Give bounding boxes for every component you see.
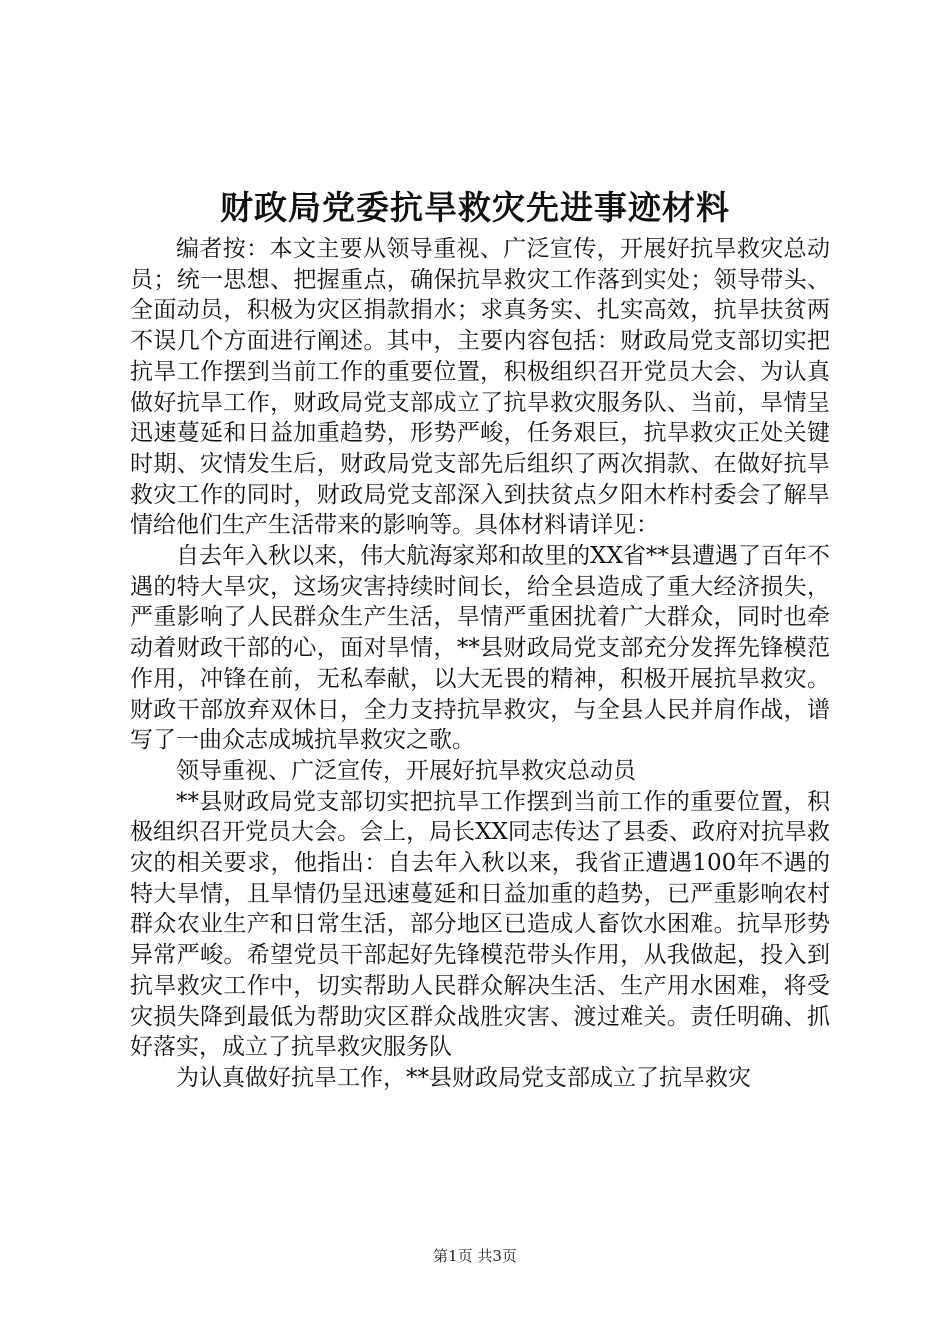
section-heading-leadership: 领导重视、广泛宣传，开展好抗旱救灾总动员: [176, 757, 636, 784]
document-title: 财政局党委抗旱救灾先进事迹材料: [220, 188, 730, 227]
paragraph-background: 自去年入秋以来，伟大航海家郑和故里的XX省**县遭遇了百年不遇的特大旱灾，这场灾害持续时间长，给全县造成了重大经济损失，严重影响了人民群众生产生活，旱情严重困扰着广大群众，同时也牵动着财政干部的心，面对旱情，**县财政局党支部充分发挥先锋模范作用，冲锋在前，无私奉献，以大无畏的精神，积极开展抗旱救灾。财政干部放弃双休日，全力支持抗旱救灾，与全县人民并肩作战，谱写了一曲众志成城抗旱救灾之歌。: [130, 543, 830, 754]
paragraph-party-meeting: **县财政局党支部切实把抗旱工作摆到当前工作的重要位置，积极组织召开党员大会。会上，局长XX同志传达了县委、政府对抗旱救灾的相关要求，他指出：自去年入秋以来，我省正遭遇100年不遇的特大旱情，且旱情仍呈迅速蔓延和日益加重的趋势，已严重影响农村群众农业生产和日常生活，部分地区已造成人畜饮水困难。抗旱形势异常严峻。希望党员干部起好先锋模范带头作用，从我做起，投入到抗旱救灾工作中，切实帮助人民群众解决生活、生产用水困难，将受灾损失降到最低为帮助灾区群众战胜灾害、渡过难关。责任明确、抓好落实，成立了抗旱救灾服务队: [130, 788, 830, 1061]
document-body: [130, 234, 830, 1094]
paragraph-service-team: 为认真做好抗旱工作，**县财政局党支部成立了抗旱救灾: [176, 1064, 751, 1091]
page-number-footer: 第1页 共3页: [433, 1247, 517, 1265]
paragraph-editor-note: 编者按：本文主要从领导重视、广泛宣传，开展好抗旱救灾总动员；统一思想、把握重点，确保抗旱救灾工作落到实处；领导带头、全面动员，积极为灾区捐款捐水；求真务实、扎实高效，抗旱扶贫两不误几个方面进行阐述。其中，主要内容包括：财政局党支部切实把抗旱工作摆到当前工作的重要位置，积极组织召开党员大会、为认真做好抗旱工作，财政局党支部成立了抗旱救灾服务队、当前，旱情呈迅速蔓延和日益加重趋势，形势严峻，任务艰巨，抗旱救灾正处关键时期、灾情发生后，财政局党支部先后组织了两次捐款、在做好抗旱救灾工作的同时，财政局党支部深入到扶贫点夕阳木柞村委会了解旱情给他们生产生活带来的影响等。具体材料请详见：: [130, 236, 830, 539]
